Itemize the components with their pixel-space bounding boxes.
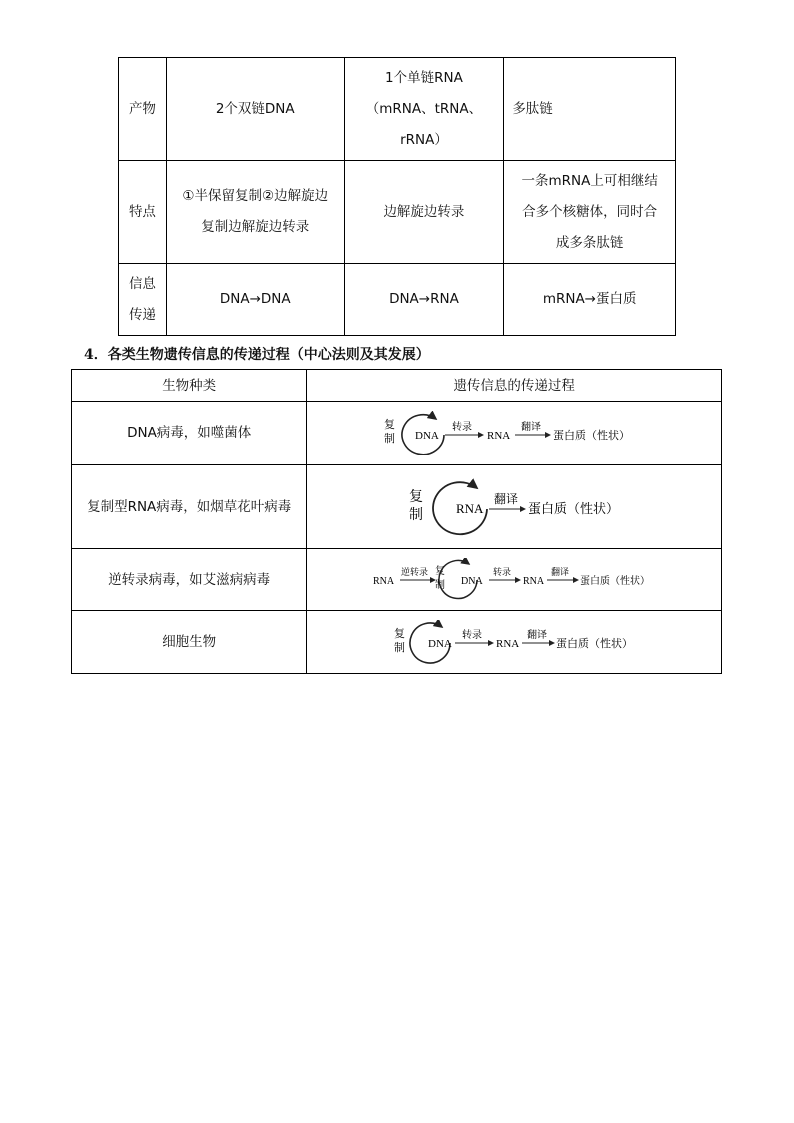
translation-label: 翻译 [551,566,570,577]
translation-cell [504,161,676,264]
translation-label: 翻译 [527,630,548,641]
replication-cell: DNA→DNA [166,264,344,336]
transcription-cell: DNA→RNA [344,264,504,336]
reverse-transcription-label: 逆转录 [401,566,429,577]
process-cell [307,549,722,611]
rna-label: RNA [373,575,395,587]
rna-label: RNA [496,638,520,650]
replicate-label: 制 [435,579,446,591]
replicate-label: 制 [384,433,396,445]
replicate-label: 复 [394,628,406,640]
row-label: 产物 [119,58,167,161]
transcription-cell [344,58,504,161]
organism-cell: 复制型RNA病毒，如烟草花叶病毒 [72,465,307,549]
cell-line: 复制边解旋边转录 [201,219,310,235]
replicate-label: 复 [384,419,396,431]
translation-cell: 多肽链 [504,58,676,161]
organism-cell: DNA病毒，如噬菌体 [72,402,307,465]
table-row [72,549,722,611]
replicate-label: 制 [394,642,406,654]
replication-cell: 2个双链DNA [166,58,344,161]
protein-label: 蛋白质（性状） [528,500,620,516]
protein-label: 蛋白质（性状） [556,638,634,650]
row-label: 特点 [119,161,167,264]
replicate-label: 复 [409,489,424,505]
retrovirus-flow-diagram [373,558,655,602]
column-header: 生物种类 [72,370,307,402]
transcription-cell: 边解旋边转录 [344,161,504,264]
organism-cell: 细胞生物 [72,611,307,674]
rna-virus-flow-diagram [409,477,619,537]
protein-label: 蛋白质（性状） [580,575,651,587]
replicate-label: 复 [435,565,446,577]
process-cell [307,611,722,674]
table-row [119,161,676,264]
table-row [72,611,722,674]
translation-label: 翻译 [521,422,542,433]
transcription-label: 转录 [493,566,512,577]
row-label [119,264,167,336]
cell-line: 信息 [128,275,156,292]
replication-transcription-translation-table [118,57,676,336]
translation-cell: mRNA→蛋白质 [504,264,676,336]
cell-line: 1个单链RNA [385,69,463,86]
dna-virus-flow-diagram [384,411,644,455]
dna-label: DNA [428,638,453,650]
transcription-label: 转录 [452,422,473,433]
protein-label: 蛋白质（性状） [553,430,631,442]
section-heading: 4．各类生物遗传信息的传递过程（中心法则及其发展） [84,347,430,363]
table-row [72,402,722,465]
cell-line: 成多条肽链 [555,234,624,251]
table-header-row [72,370,722,402]
rna-label: RNA [523,575,545,587]
process-cell [307,402,722,465]
cell-organism-flow-diagram [394,620,634,664]
dna-label: DNA [461,575,483,587]
cell-line: 一条mRNA上可相继结 [521,172,658,189]
cell-line: ①半保留复制②边解旋边 [182,188,329,204]
rna-label: RNA [456,500,484,516]
replicate-label: 制 [409,507,424,523]
cell-line: 合多个核糖体，同时合 [522,203,658,220]
table-row [119,58,676,161]
process-cell [307,465,722,549]
replication-cell [166,161,344,264]
cell-line: rRNA） [400,131,448,148]
central-dogma-table [71,369,722,674]
rna-label: RNA [487,430,511,442]
table-row [72,465,722,549]
dna-label: DNA [415,430,440,442]
column-header: 遗传信息的传递过程 [307,370,722,402]
transcription-label: 转录 [462,630,483,641]
translation-label: 翻译 [494,491,519,506]
organism-cell: 逆转录病毒，如艾滋病病毒 [72,549,307,611]
cell-line: 传递 [128,306,156,323]
cell-line: （mRNA、tRNA、 [365,100,483,117]
table-row [119,264,676,336]
